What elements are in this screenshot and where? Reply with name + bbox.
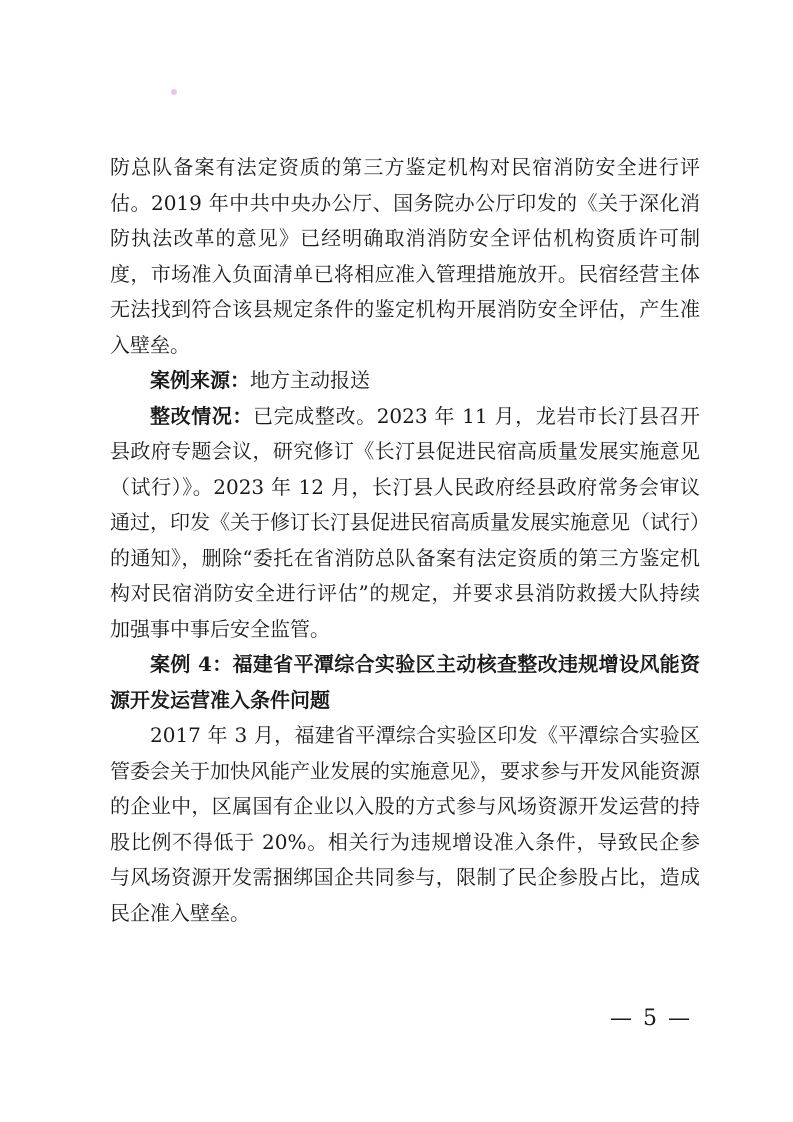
scan-speck — [171, 89, 177, 95]
paragraph-continuation: 防总队备案有法定资质的第三方鉴定机构对民宿消防安全进行评估。2019 年中共中央办公厅、国务院办公厅印发的《关于深化消防执法改革的意见》已经明确取消消防安全评估机构资质许可制度，市场准入负面清单已将相应准入管理措施放开。民宿经营主体无法找到符合该县规定条件的鉴定机构开展消防安全评估，产生准入壁垒。 — [110, 155, 700, 357]
case-source-paragraph — [110, 363, 700, 399]
rectification-label: 整改情况： — [150, 403, 254, 428]
case4-heading: 案例 4：福建省平潭综合实验区主动核查整改违规增设风能资源开发运营准入条件问题 — [110, 652, 700, 712]
rectification-text: 已完成整改。2023 年 11 月，龙岩市长汀县召开县政府专题会议，研究修订《长汀县促进民宿高质量发展实施意见（试行）》。2023 年 12 月，长汀县人民政府经县政府常务会审议通过，印发《关于修订长汀县促进民宿高质量发展实施意见（试行）的通知》，删除“委托在省消防总队备案有法定资质的第三方鉴定机构对民宿消防安全进行评估”的规定，并要求县消防救援大队持续加强事中事后安全监管。 — [110, 403, 701, 641]
page-number: — 5 — — [610, 1006, 692, 1031]
case-source-label: 案例来源： — [150, 368, 250, 392]
case4-body: 2017 年 3 月，福建省平潭综合实验区印发《平潭综合实验区管委会关于加快风能产业发展的实施意见》，要求参与开发风能资源的企业中，区属国有企业以入股的方式参与风场资源开发运营的持股比例不得低于 20%。相关行为违规增设准入条件，导致民企参与风场资源开发需捆绑国企共同参与，限制了民企参股占比，造成民企准入壁垒。 — [110, 723, 700, 925]
case-source-text: 地方主动报送 — [250, 368, 370, 392]
rectification-paragraph — [110, 399, 700, 648]
document-body — [110, 150, 700, 931]
